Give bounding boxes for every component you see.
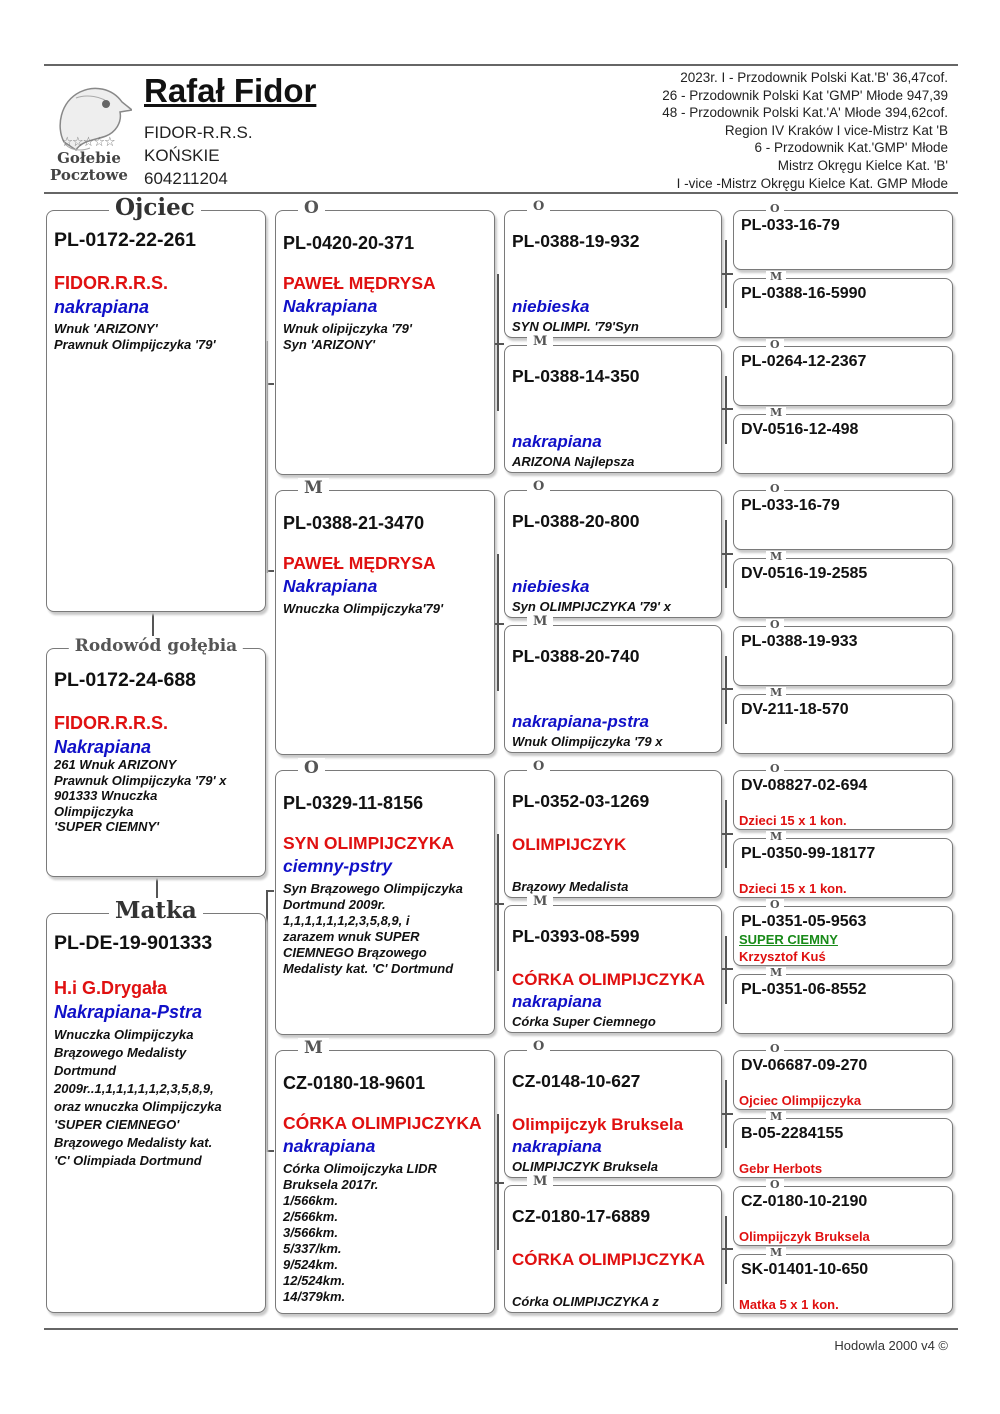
mother-card[interactable] <box>46 897 266 1313</box>
owner-phone: 604211204 <box>144 169 228 188</box>
description: Córka Olimoijczyka LIDR Bruksela 2017r. 1/566km. 2/566km. 3/566km. 5/337/km. 9/524km. 12/524km. 14/379km. <box>283 1161 437 1304</box>
owner-city: KOŃSKIE <box>144 146 220 165</box>
connector <box>725 1216 727 1284</box>
connector <box>497 274 499 411</box>
gen4-card[interactable] <box>733 898 953 966</box>
ring-number: PL-0388-20-800 <box>512 511 640 531</box>
ring-number: DV-08827-02-694 <box>741 777 868 794</box>
connector <box>725 240 727 308</box>
ring-number: SK-01401-10-650 <box>741 1261 869 1278</box>
sex-label: M <box>527 1174 553 1190</box>
sex-label: M <box>766 551 786 563</box>
sex-label: M <box>766 271 786 283</box>
connector <box>722 553 733 555</box>
ring-number: PL-0172-22-261 <box>54 229 197 251</box>
connector <box>725 520 727 588</box>
ring-number: PL-0329-11-8156 <box>283 793 424 813</box>
gen3-card[interactable] <box>504 479 722 618</box>
connector <box>722 1248 733 1250</box>
color: niebieska <box>512 297 590 316</box>
breeder: OLIMPIJCZYK <box>512 835 627 854</box>
sex-label: O <box>766 483 784 495</box>
sex-label: M <box>298 478 329 498</box>
description: Wnuk 'ARIZONY' Prawnuk Olimpijczyka '79' <box>54 321 216 352</box>
breeder: PAWEŁ MĘDRYSA <box>283 273 436 293</box>
gen4-card[interactable] <box>733 618 953 686</box>
color: Nakrapiana <box>283 296 378 316</box>
father-card[interactable] <box>46 194 266 612</box>
sex-label: O <box>298 198 325 218</box>
connector <box>497 1114 499 1250</box>
breeder: SYN OLIMPIJCZYKA <box>283 833 455 853</box>
note: Dzieci 15 x 1 kon. <box>739 813 847 828</box>
ring-number: PL-033-16-79 <box>741 497 840 514</box>
description: Wnuk Olimpijczyka '79 x <box>512 734 663 749</box>
note: Matka 5 x 1 kon. <box>739 1297 839 1312</box>
description: ARIZONA Najlepsza <box>512 454 635 469</box>
gen4-card[interactable] <box>733 202 953 270</box>
connector <box>722 408 733 410</box>
sex-label: O <box>527 479 550 495</box>
sex-label: O <box>766 899 784 911</box>
description: Wnuczka Olimpijczyka Brązowego Medalisty Dortmund 2009r..1,1,1,1,1,1,2,3,5,8,9, oraz wnuczka Olimpijczyka 'SUPER CIEMNEGO' Brązowego Medalisty kat. 'C' Olimpiada Dortmund <box>54 1027 222 1168</box>
sex-label: O <box>766 203 784 215</box>
description: 261 Wnuk ARIZONY Prawnuk Olimpijczyka '79' x 901333 Wnuczka Olimpijczyka 'SUPER CIEMNY' <box>54 757 227 834</box>
note: Olimpijczyk Bruksela <box>739 1229 870 1244</box>
description: Brązowy Medalista <box>512 879 629 894</box>
color: Nakrapiana <box>283 576 378 596</box>
ring-number: PL-0388-20-740 <box>512 646 640 666</box>
sex-label: O <box>766 763 784 775</box>
gen4-card[interactable] <box>733 270 953 338</box>
gen4-card[interactable] <box>733 482 953 550</box>
gen3-card[interactable] <box>504 334 722 473</box>
connector <box>725 1080 727 1148</box>
ring-number: CZ-0180-17-6889 <box>512 1206 651 1226</box>
sex-label: M <box>527 334 553 350</box>
color: Nakrapiana-Pstra <box>54 1002 203 1022</box>
subject-card[interactable] <box>46 636 266 877</box>
connector <box>497 554 499 691</box>
note: Ojciec Olimpijczyka <box>739 1093 862 1108</box>
sex-label: M <box>527 614 553 630</box>
achievement-line: Region IV Kraków I vice-Mistrz Kat 'B <box>724 122 948 138</box>
color: ciemny-pstry <box>283 856 392 876</box>
gen4-card[interactable] <box>733 1178 953 1246</box>
note: Dzieci 15 x 1 kon. <box>739 881 847 896</box>
ring-number: PL-0172-24-688 <box>54 669 197 691</box>
gen4-card[interactable] <box>733 966 953 1034</box>
sex-label: M <box>766 831 786 843</box>
connector <box>725 656 727 724</box>
ring-number: DV-0516-12-498 <box>741 421 859 438</box>
gen3-card[interactable] <box>504 759 722 898</box>
note-secondary: Krzysztof Kuś <box>739 949 826 964</box>
connector <box>725 936 727 1004</box>
achievement-line: 2023r. I - Przodownik Polski Kat.'B' 36,47cof. <box>680 70 948 85</box>
logo-text <box>42 150 136 184</box>
color: nakrapiana-pstra <box>512 712 649 731</box>
breeder: FIDOR.R.R.S. <box>54 273 169 293</box>
gen3-card[interactable] <box>504 614 722 753</box>
achievement-line: 48 - Przodownik Polski Kat.'A' Młode 394,62cof. <box>662 105 948 121</box>
achievements <box>662 69 948 192</box>
breeder: CÓRKA OLIMPIJCZYKA <box>512 970 705 989</box>
color: nakrapiana <box>512 992 602 1011</box>
gen2-card[interactable] <box>275 1038 495 1314</box>
logo-word-2: Pocztowe <box>50 166 128 184</box>
sex-label: O <box>766 1043 784 1055</box>
color: nakrapiana <box>283 1136 376 1156</box>
connector <box>266 341 268 573</box>
gen2-card[interactable] <box>275 758 495 1035</box>
sex-label: O <box>298 758 325 778</box>
ring-number: PL-DE-19-901333 <box>54 932 213 954</box>
gen4-card[interactable] <box>733 1246 953 1314</box>
ring-number: PL-0420-20-371 <box>283 233 415 253</box>
father-label: Ojciec <box>109 195 201 221</box>
gen3-card[interactable] <box>504 199 722 338</box>
gen3-card[interactable] <box>504 1039 722 1178</box>
gen4-card[interactable] <box>733 406 953 474</box>
achievement-line: 6 - Przodownik Kat.'GMP' Młode <box>754 140 948 156</box>
sex-label: O <box>766 619 784 631</box>
breeder: PAWEŁ MĘDRYSA <box>283 553 436 573</box>
achievement-line: Mistrz Okręgu Kielce Kat. 'B' <box>777 157 948 173</box>
sex-label: O <box>766 1179 784 1191</box>
sex-label: M <box>766 687 786 699</box>
color: Nakrapiana <box>54 737 152 757</box>
ring-number: DV-06687-09-270 <box>741 1057 868 1074</box>
logo-word-1: Gołebie <box>57 149 121 167</box>
pedigree-label: Rodowód gołębia <box>69 636 243 656</box>
connector <box>725 800 727 868</box>
ring-number: PL-0393-08-599 <box>512 926 640 946</box>
ring-number: CZ-0180-18-9601 <box>283 1073 426 1093</box>
sex-label: M <box>766 967 786 979</box>
sex-label: O <box>527 759 550 775</box>
gen3-card[interactable] <box>504 894 722 1033</box>
connector <box>722 1113 733 1115</box>
connector <box>722 273 733 275</box>
breeder: H.i G.Drygała <box>54 978 168 998</box>
gen4-card[interactable] <box>733 830 953 898</box>
ring-number: PL-0351-06-8552 <box>741 981 867 998</box>
color: nakrapiana <box>512 1137 602 1156</box>
gen4-card[interactable] <box>733 1110 953 1178</box>
sex-label: M <box>527 894 553 910</box>
description: Córka Super Ciemnego <box>512 1014 656 1029</box>
footer-credit: Hodowla 2000 v4 © <box>834 1338 948 1353</box>
connector <box>725 376 727 444</box>
gen2-card[interactable] <box>275 478 495 755</box>
sex-label: M <box>766 1247 786 1259</box>
ring-number: PL-033-16-79 <box>741 217 840 234</box>
description: Syn Brązowego Olimpijczyka Dortmund 2009r. 1,1,1,1,1,1,2,3,5,8,9, i zarazem wnuk SUPER CIEMNEGO Brązowego Medalisty kat. 'C' Dortmund <box>283 881 463 976</box>
description: Wnuczka Olimpijczyka'79' <box>283 601 444 616</box>
owner-loft: FIDOR-R.R.S. <box>144 123 253 142</box>
gen4-card[interactable] <box>733 550 953 618</box>
sex-label: O <box>527 199 550 215</box>
color: nakrapiana <box>54 297 150 317</box>
ring-number: PL-0388-21-3470 <box>283 513 425 533</box>
ring-number: PL-0351-05-9563 <box>741 913 867 930</box>
ring-number: PL-0388-14-350 <box>512 366 640 386</box>
note: Gebr Herbots <box>739 1161 823 1176</box>
sex-label: O <box>527 1039 550 1055</box>
ring-number: PL-0388-19-932 <box>512 231 640 251</box>
gen2-card[interactable] <box>275 198 495 475</box>
sex-label: O <box>766 339 784 351</box>
gen4-card[interactable] <box>733 1042 953 1110</box>
owner-name: Rafał Fidor <box>144 72 317 109</box>
color: niebieska <box>512 577 590 596</box>
breeder: CÓRKA OLIMPIJCZYKA <box>512 1250 705 1269</box>
gen4-card[interactable] <box>733 686 953 754</box>
description: SYN OLIMPI. '79'Syn <box>512 319 639 334</box>
description: OLIMPIJCZYK Bruksela <box>512 1159 658 1174</box>
breeder: Olimpijczyk Bruksela <box>512 1115 684 1134</box>
ring-number: PL-0264-12-2367 <box>741 353 867 370</box>
achievement-line: 26 - Przodownik Polski Kat 'GMP' Młode 947,39 <box>662 87 948 103</box>
connector <box>266 890 268 1152</box>
connector <box>722 688 733 690</box>
description: Syn OLIMPIJCZYKA '79' x <box>512 599 671 614</box>
ring-number: PL-0388-19-933 <box>741 633 858 650</box>
achievement-line: I -vice -Mistrz Okręgu Kielce Kat. GMP Młode <box>676 175 948 191</box>
connector <box>722 833 733 835</box>
description: Wnuk olipijczyka '79' Syn 'ARIZONY' <box>283 321 412 352</box>
gen4-card[interactable] <box>733 762 953 830</box>
connector <box>497 834 499 971</box>
description: Córka OLIMPIJCZYKA z <box>512 1294 659 1309</box>
sex-label: M <box>766 1111 786 1123</box>
breeder: FIDOR.R.R.S. <box>54 713 169 733</box>
rating-stars: ☆☆☆☆☆ <box>61 134 115 149</box>
ring-number: DV-0516-19-2585 <box>741 565 868 582</box>
gen4-card[interactable] <box>733 338 953 406</box>
ring-number: DV-211-18-570 <box>741 701 849 718</box>
breeder: CÓRKA OLIMPIJCZYKA <box>283 1113 482 1133</box>
color: nakrapiana <box>512 432 602 451</box>
ring-number: PL-0352-03-1269 <box>512 791 650 811</box>
ring-number: CZ-0180-10-2190 <box>741 1193 868 1210</box>
gen3-card[interactable] <box>504 1174 722 1313</box>
connector <box>722 968 733 970</box>
sex-label: M <box>766 407 786 419</box>
ring-number: CZ-0148-10-627 <box>512 1071 641 1091</box>
top-rule <box>44 64 958 66</box>
footer-rule <box>44 1328 958 1330</box>
ring-number: PL-0388-16-5990 <box>741 285 867 302</box>
note: SUPER CIEMNY <box>739 932 838 947</box>
ring-number: B-05-2284155 <box>741 1125 844 1142</box>
ring-number: PL-0350-99-18177 <box>741 845 876 862</box>
sex-label: M <box>298 1038 329 1058</box>
mother-label: Matka <box>109 898 203 924</box>
